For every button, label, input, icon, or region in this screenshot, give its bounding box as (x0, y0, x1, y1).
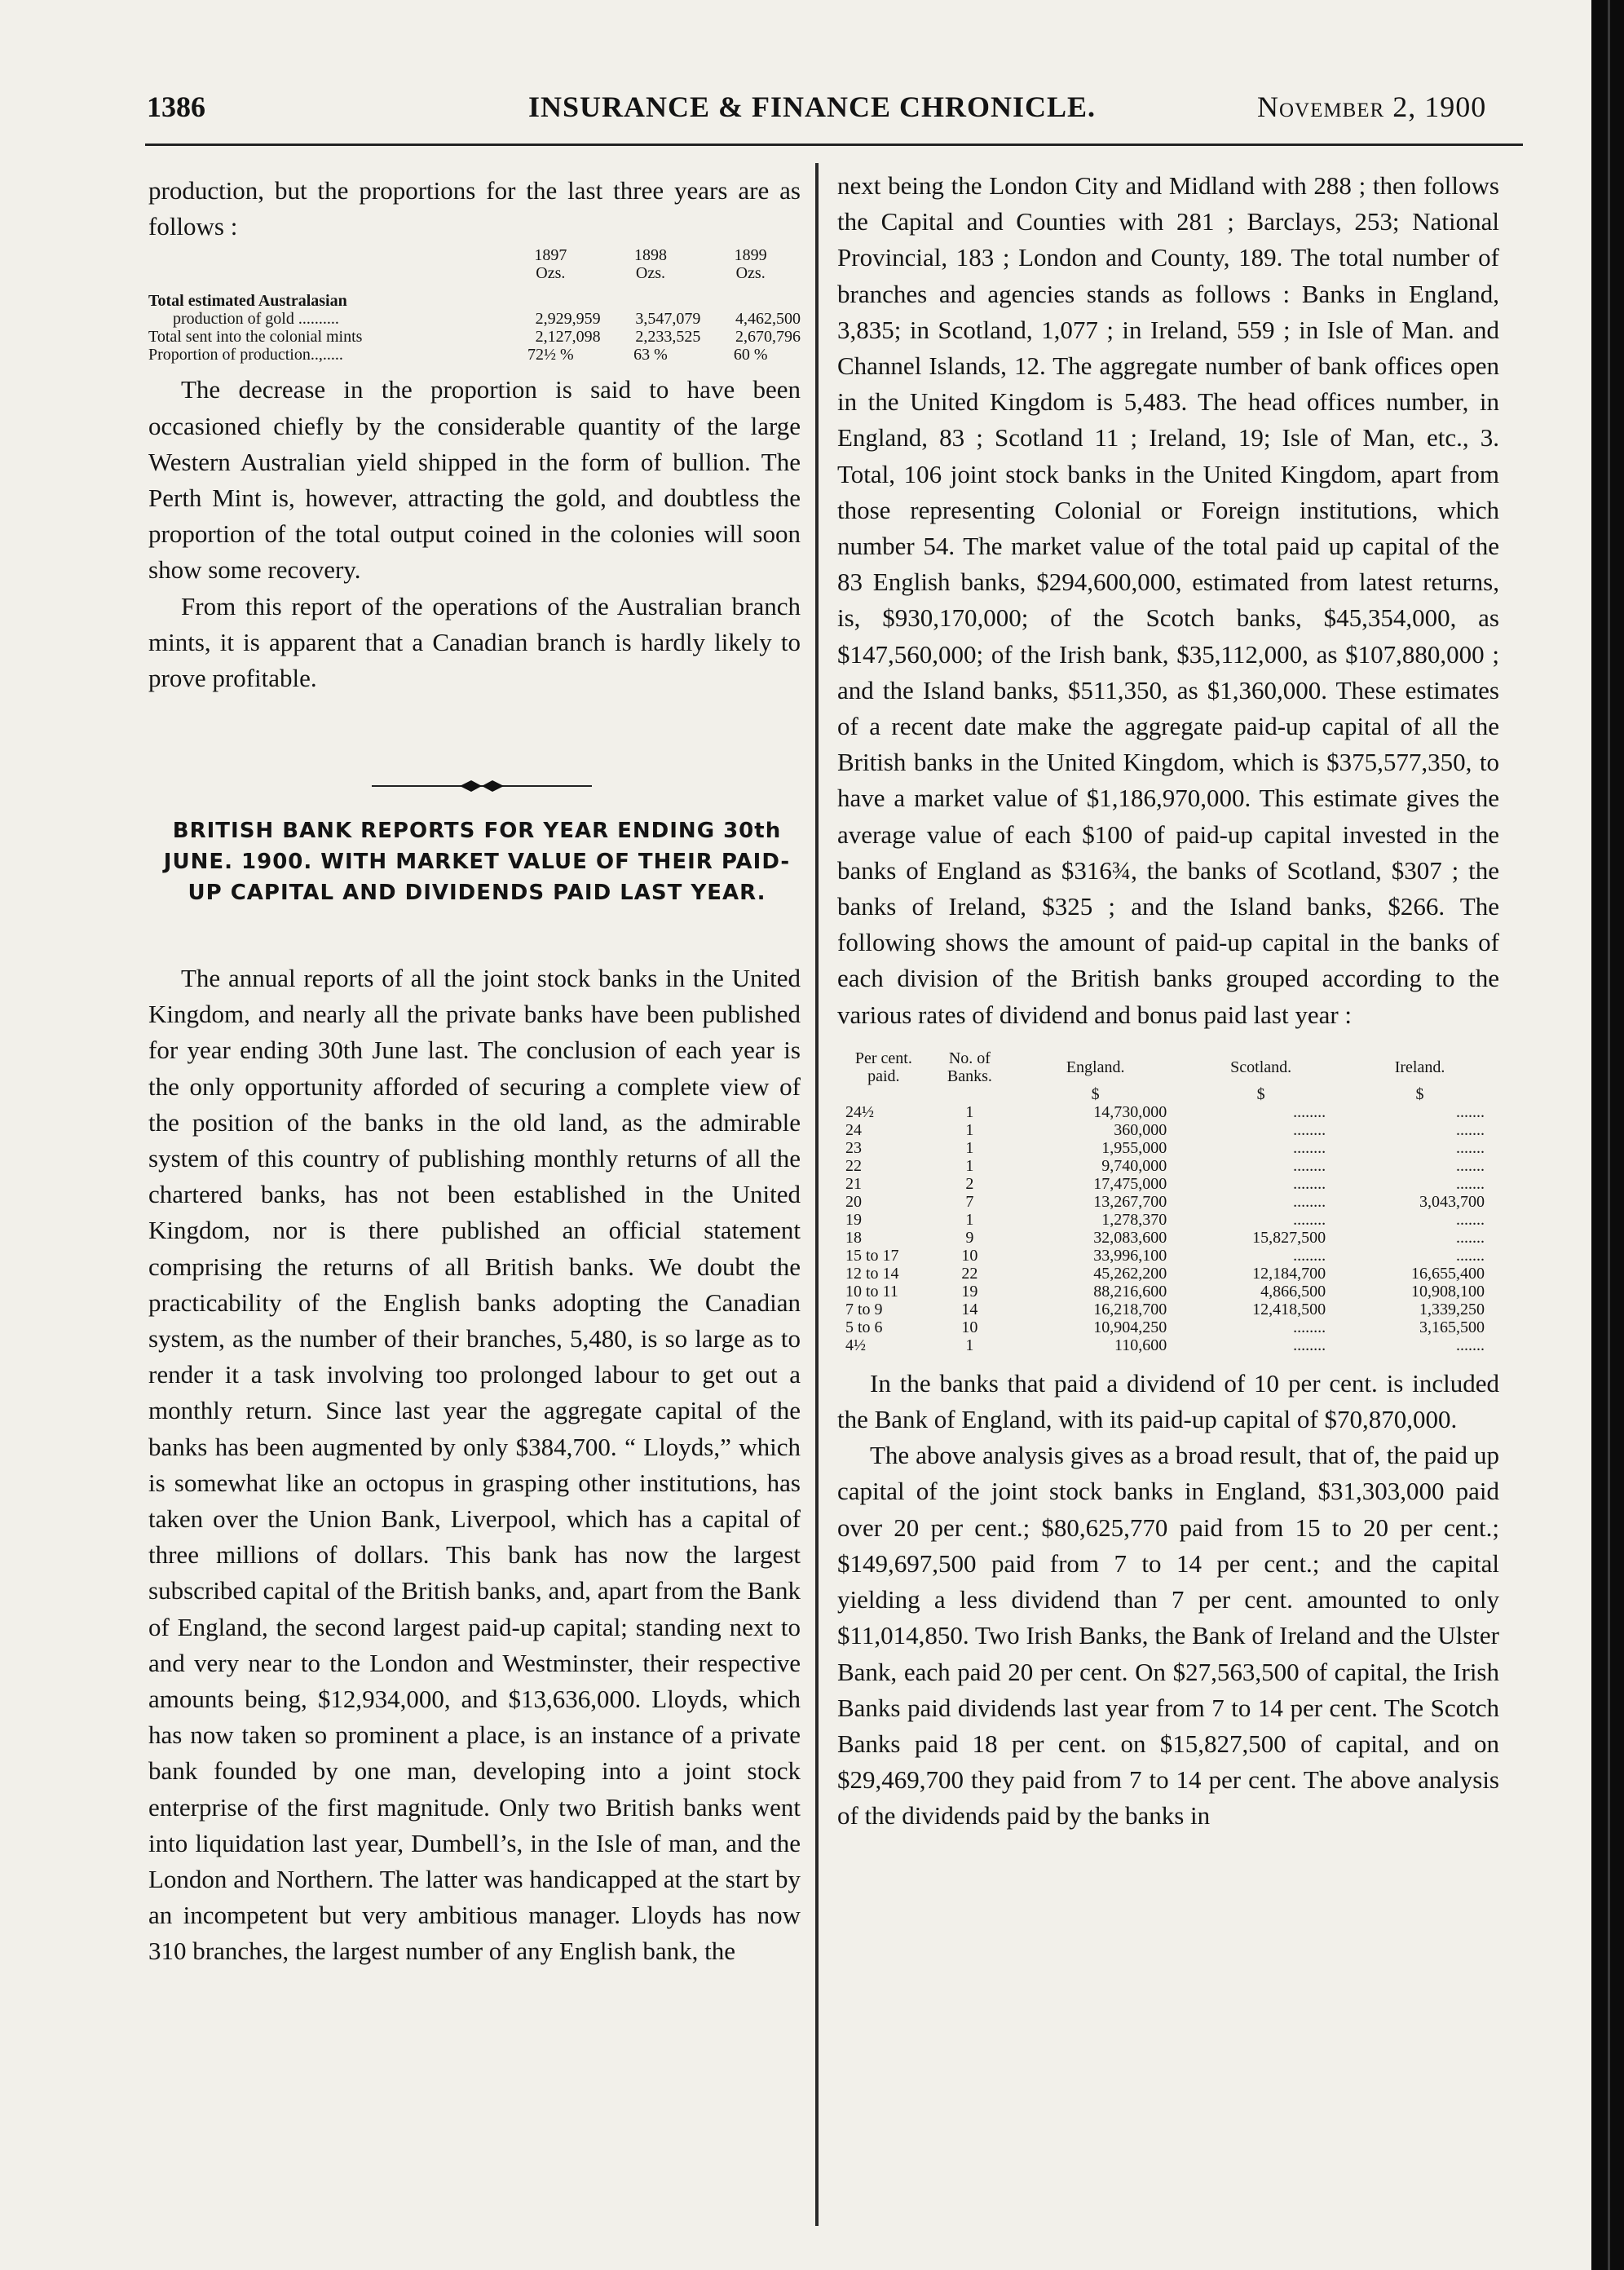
dividend-cell: 1 (965, 1210, 974, 1229)
dividend-cell: ........ (1293, 1318, 1326, 1336)
dividend-cell: 3,165,500 (1419, 1318, 1485, 1336)
dividend-row (837, 1318, 1499, 1336)
right-column (837, 168, 1499, 1835)
gold-cell: 60 % (733, 346, 768, 364)
gold-cell: 2,929,959 (535, 310, 601, 329)
dividend-cell: 360,000 (1114, 1120, 1167, 1139)
right-paragraph-3: The above analysis gives as a broad result, that of, the paid up capital of the joint stock banks in England, $31,303,000 paid over 20 per cent.; $80,625,770 paid from 15 to 20 per cent.; $149,697,500 paid from 7 to 14 per cent.; and the capital yielding a less dividend than 7 per cent. amounted to only $11,014,850. Two Irish Banks, the Bank of Ireland and the Ulster Bank, each paid 20 per cent. On $27,563,500 of capital, the Irish Banks paid dividends last year from 7 to 14 per cent. The Scotch Banks paid 18 per cent. on $15,827,500 of capital, and on $29,469,700 they paid from 7 to 14 per cent. The above analysis of the dividends paid by the banks in (837, 1441, 1499, 1831)
dividend-cell: 15,827,500 (1252, 1228, 1326, 1247)
col-header-percent: Per cent. paid. (854, 1049, 912, 1085)
section-heading: BRITISH BANK REPORTS FOR YEAR ENDING 30th JUNE. 1900. WITH MARKET VALUE OF THEIR PAID-UP CAPITAL AND DIVIDENDS PAID LAST YEAR. (163, 819, 791, 905)
dividend-row (837, 1211, 1499, 1229)
dividend-cell: 24 (845, 1120, 862, 1139)
dividend-cell: 1,339,250 (1419, 1300, 1485, 1318)
dividend-row (837, 1157, 1499, 1175)
dividend-row (837, 1103, 1499, 1121)
dividend-cell: 3,043,700 (1419, 1192, 1485, 1211)
currency-sign: $ (1256, 1084, 1265, 1103)
dividend-cell: 9,740,000 (1101, 1156, 1167, 1175)
dividend-cell: 1 (965, 1336, 974, 1354)
dividend-row (837, 1265, 1499, 1283)
dividend-row (837, 1193, 1499, 1211)
dividend-cell: 2 (965, 1174, 974, 1193)
col-header-england: England. (1066, 1058, 1125, 1076)
dividend-cell: 22 (961, 1264, 978, 1283)
dividend-cell: ........ (1293, 1246, 1326, 1265)
dividend-cell: ....... (1456, 1120, 1485, 1139)
gold-row-label: Proportion of production..,..... (148, 346, 343, 364)
dividend-cell: 4½ (845, 1336, 866, 1354)
gold-row-label: production of gold .......... (173, 310, 339, 329)
gold-cell: 63 % (633, 346, 668, 364)
dividend-cell: ....... (1456, 1156, 1485, 1175)
dividend-cell: 22 (845, 1156, 862, 1175)
dividend-cell: 1 (965, 1120, 974, 1139)
gold-unit-1: Ozs. (536, 264, 566, 283)
currency-sign: $ (1415, 1084, 1424, 1103)
dividend-cell: 45,262,200 (1093, 1264, 1167, 1283)
dividend-cell: 18 (845, 1228, 862, 1247)
dividend-row (837, 1336, 1499, 1354)
gold-cell: 2,233,525 (635, 328, 701, 347)
gold-cell: 4,462,500 (735, 310, 801, 329)
left-paragraph-1: production, but the proportions for the last three years are as follows : (148, 176, 801, 241)
gold-row-label: Total sent into the colonial mints (148, 328, 363, 347)
header-rule (145, 144, 1523, 146)
dividend-row (837, 1301, 1499, 1318)
dividend-cell: ........ (1293, 1336, 1326, 1354)
gold-year-1897: 1897 (534, 246, 567, 265)
publication-title: INSURANCE & FINANCE CHRONICLE. (528, 91, 1097, 123)
dividend-cell: 23 (845, 1138, 862, 1157)
dividend-cell: 1 (965, 1156, 974, 1175)
dividend-row (837, 1121, 1499, 1139)
dividend-table (837, 1049, 1499, 1354)
dividend-cell: ........ (1293, 1156, 1326, 1175)
gold-cell: 2,127,098 (535, 328, 601, 347)
dividend-cell: 21 (845, 1174, 862, 1193)
col-header-banks: No. of Banks. (947, 1049, 992, 1085)
dividend-cell: 10,908,100 (1411, 1282, 1485, 1301)
dividend-row (837, 1175, 1499, 1193)
dividend-cell: 10,904,250 (1093, 1318, 1167, 1336)
dividend-cell: 24½ (845, 1102, 874, 1121)
left-column-bottom (148, 961, 801, 1970)
dividend-cell: 1 (965, 1138, 974, 1157)
gold-year-1898: 1898 (633, 246, 667, 265)
column-rule (815, 163, 819, 2226)
page-number: 1386 (147, 91, 205, 123)
right-paragraph-1: next being the London City and Midland with 288 ; then follows the Capital and Counties with 281 ; Barclays, 253; National Provincial, 183 ; London and County, 189. The total number of branches and agencies stands as follows : Banks in England, 3,835; in Scotland, 1,077 ; in Ireland, 559 ; in Isle of Man. and Channel Islands, 12. The aggregate number of bank offices open in the United Kingdom is 5,483. The head offices number, in England, 83 ; Scotland 11 ; Ireland, 19; Isle of Man, etc., 3. Total, 106 joint stock banks in the United Kingdom, apart from those representing Colonial or Foreign institutions, which number 54. The market value of the total paid up capital of the 83 English banks, $294,600,000, estimated from latest returns, is, $930,170,000; of the Scotch banks, $45,354,000, as $147,560,000; of the Irish bank, $35,112,000, as $107,880,000 ; and the Island banks, $511,350, as $1,360,000. These estimates of a recent date make the aggregate paid-up capital of all the British banks in the United Kingdom, which is $375,577,350, to have a market value of $1,186,970,000. This estimate gives the average value of each $100 of paid-up capital invested in the banks of England as $316¾, the banks of Scotland, $307 ; the banks of Ireland, $325 ; and the Island banks, $266. The following shows the amount of paid-up capital in the banks of each division of the British banks grouped according to the various rates of dividend and bonus paid last year : (837, 171, 1499, 1029)
gold-cell: 72½ % (527, 346, 574, 364)
dividend-cell: 4,866,500 (1260, 1282, 1326, 1301)
issue-date: November 2, 1900 (1257, 91, 1487, 123)
dividend-row (837, 1247, 1499, 1265)
dividend-cell: ........ (1293, 1210, 1326, 1229)
dividend-cell: ....... (1456, 1210, 1485, 1229)
dividend-cell: 32,083,600 (1093, 1228, 1167, 1247)
dividend-cell: 1 (965, 1102, 974, 1121)
dividend-cell: 9 (965, 1228, 974, 1247)
dividend-cell: 33,996,100 (1093, 1246, 1167, 1265)
dividend-cell: 110,600 (1114, 1336, 1167, 1354)
dividend-cell: 1,955,000 (1101, 1138, 1167, 1157)
section-divider-ornament (372, 776, 592, 796)
dividend-cell: ........ (1293, 1120, 1326, 1139)
page-edge-line (1608, 0, 1610, 2270)
dividend-row (837, 1283, 1499, 1301)
dividend-cell: ....... (1456, 1336, 1485, 1354)
dividend-cell: 88,216,600 (1093, 1282, 1167, 1301)
gold-unit-3: Ozs. (735, 264, 766, 283)
col-header-ireland: Ireland. (1394, 1058, 1445, 1076)
gold-cell: 2,670,796 (735, 328, 801, 347)
dividend-cell: ........ (1293, 1192, 1326, 1211)
dividend-cell: 7 to 9 (845, 1300, 883, 1318)
gold-year-1899: 1899 (734, 246, 767, 265)
dividend-cell: ....... (1456, 1102, 1485, 1121)
dividend-row (837, 1229, 1499, 1247)
dividend-cell: 16,218,700 (1093, 1300, 1167, 1318)
dividend-cell: ....... (1456, 1138, 1485, 1157)
dividend-row (837, 1139, 1499, 1157)
dividend-cell: 15 to 17 (845, 1246, 899, 1265)
right-paragraph-2: In the banks that paid a dividend of 10 per cent. is included the Bank of England, with its paid-up capital of $70,870,000. (837, 1368, 1499, 1434)
gold-row-label-intro: Total estimated Australasian (148, 292, 347, 311)
currency-sign: $ (1091, 1084, 1100, 1103)
gold-cell: 3,547,079 (635, 310, 701, 329)
dividend-cell: 1,278,370 (1101, 1210, 1167, 1229)
dividend-cell: 12,418,500 (1252, 1300, 1326, 1318)
dividend-cell: 14 (961, 1300, 978, 1318)
col-header-scotland: Scotland. (1230, 1058, 1292, 1076)
dividend-cell: 5 to 6 (845, 1318, 883, 1336)
dividend-cell: ....... (1456, 1174, 1485, 1193)
dividend-cell: ....... (1456, 1228, 1485, 1247)
dividend-cell: ........ (1293, 1138, 1326, 1157)
dividend-cell: ........ (1293, 1102, 1326, 1121)
dividend-cell: ....... (1456, 1246, 1485, 1265)
left-paragraph-3: From this report of the operations of the Australian branch mints, it is apparent that a Canadian branch is hardly likely to prove profitable. (148, 591, 801, 693)
dividend-cell: 14,730,000 (1093, 1102, 1167, 1121)
dividend-cell: 19 (845, 1210, 862, 1229)
dividend-cell: 10 (961, 1318, 978, 1336)
dividend-cell: 10 to 11 (845, 1282, 898, 1301)
left-column-top (148, 173, 801, 696)
dividend-cell: 13,267,700 (1093, 1192, 1167, 1211)
dividend-cell: 16,655,400 (1411, 1264, 1485, 1283)
gold-unit-2: Ozs. (635, 264, 666, 283)
dividend-cell: 10 (961, 1246, 978, 1265)
left-paragraph-2: The decrease in the proportion is said to have been occasioned chiefly by the considerable quantity of the large Western Australian yield shipped in the form of bullion. The Perth Mint is, however, attracting the gold, and doubtless the proportion of the total output coined in the colonies will soon show some recovery. (148, 375, 801, 585)
dividend-cell: 20 (845, 1192, 862, 1211)
dividend-cell: 12 to 14 (845, 1264, 899, 1283)
dividend-cell: 17,475,000 (1093, 1174, 1167, 1193)
dividend-cell: 7 (965, 1192, 974, 1211)
dividend-cell: ........ (1293, 1174, 1326, 1193)
left-paragraph-4: The annual reports of all the joint stock banks in the United Kingdom, and nearly all the private banks have been published for year ending 30th June last. The conclusion of each year is the only opportunity afforded of securing a complete view of the position of the banks in the old land, as the admirable system of this country of publishing monthly returns of all the chartered banks, has not been established in the United Kingdom, nor is there published an official statement comprising the returns of all British banks. We doubt the practicability of the English banks adopting the Canadian system, as the number of their branches, 5,480, is so large as to render it a task involving too prolonged labour to get out a monthly return. Since last year the aggregate capital of the banks has been augmented by only $384,700. “ Lloyds,” which is somewhat like an octopus in grasping other institutions, has taken over the Union Bank, Liverpool, which has a capital of three millions of dollars. This bank has now the largest subscribed capital of the British banks, and, apart from the Bank of England, the second largest paid-up capital; standing next to and very near to the London and Westminster, their respective amounts being, $12,934,000, and $13,636,000. Lloyds, which has now taken so prominent a place, is an instance of a private bank founded by one man, developing into a joint stock enterprise of the first magnitude. Only two British banks went into liquidation last year, Dumbell’s, in the Isle of man, and the London and Northern. The latter was handicapped at the start by an incompetent but very ambitious manager. Lloyds has now 310 branches, the largest number of any English bank, the (148, 964, 801, 1966)
dividend-cell: 19 (961, 1282, 978, 1301)
dividend-cell: 12,184,700 (1252, 1264, 1326, 1283)
gold-table (148, 246, 801, 364)
